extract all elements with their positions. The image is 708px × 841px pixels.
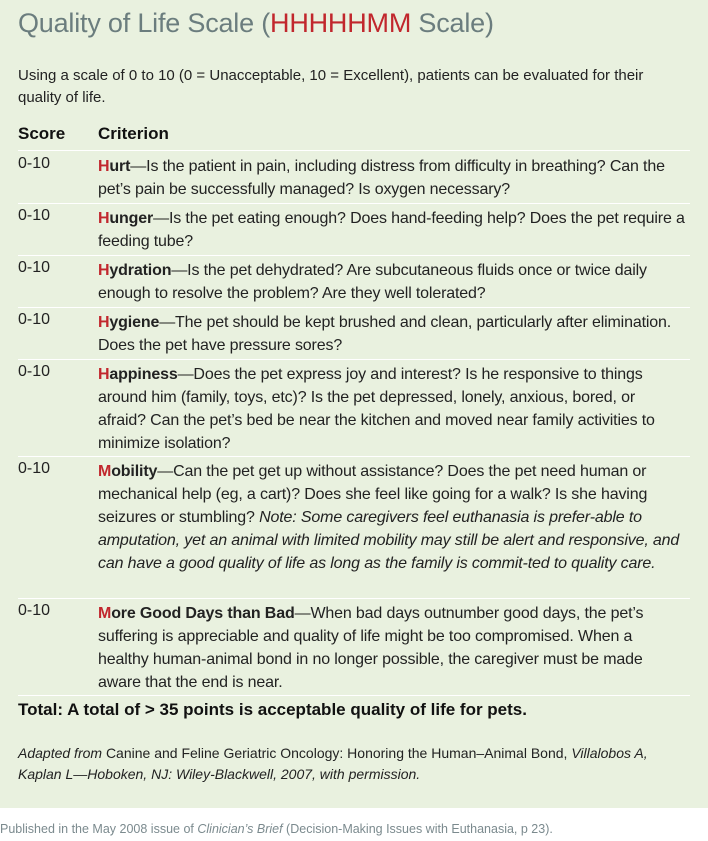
criterion-term: Hydration bbox=[98, 262, 172, 279]
table-divider bbox=[18, 695, 690, 696]
table-divider bbox=[18, 359, 690, 360]
criterion-text: Happiness—Does the pet express joy and interest? Is he responsive to things around him (family, toys, etc)? Is the pet depressed, lonely, anxious, bored, or afraid? Can the pet’s bed be near the kitchen and moved near family activities to minimize isolation? bbox=[98, 366, 655, 452]
page-title: Quality of Life Scale (HHHHHMM Scale) bbox=[18, 8, 494, 38]
criterion-note: Note: Some caregivers feel euthanasia is prefer-able to amputation, yet an animal with limited mobility may still be alert and responsive, and can have a good quality of life as long as the family is commit-ted to quality care. bbox=[98, 509, 680, 572]
score-value: 0-10 bbox=[18, 602, 51, 619]
criterion-term: Hunger bbox=[98, 210, 154, 227]
intro-text: Using a scale of 0 to 10 (0 = Unacceptable, 10 = Excellent), patients can be evaluated for their quality of life. bbox=[18, 67, 644, 106]
table-divider bbox=[18, 150, 690, 151]
source-credit: Adapted from Canine and Feline Geriatric Oncology: Honoring the Human–Animal Bond, Villalobos A, Kaplan L—Hoboken, NJ: Wiley-Blackwell, 2007, with permission. bbox=[18, 745, 648, 782]
criterion-term: Hurt bbox=[98, 158, 131, 175]
score-value: 0-10 bbox=[18, 311, 51, 328]
criterion-text: Mobility—Can the pet get up without assistance? Does the pet need human or mechanical help (eg, a cart)? Does she feel like going for a walk? Is she having seizures or stumbling? Note: Some caregivers feel euthanasia is prefer-able to amputation, yet an animal with limited mobility may still be alert and responsive, and can have a good quality of life as long as the family is commit-ted to quality care. bbox=[98, 463, 680, 572]
table-divider bbox=[18, 203, 690, 204]
table-divider bbox=[18, 598, 690, 599]
score-value: 0-10 bbox=[18, 363, 51, 380]
criterion-term: Mobility bbox=[98, 463, 158, 480]
score-value: 0-10 bbox=[18, 259, 51, 276]
criterion-text: Hurt—Is the patient in pain, including distress from difficulty in breathing? Can the pet’s pain be successfully managed? Is oxygen necessary? bbox=[98, 158, 665, 198]
criterion-term: More Good Days than Bad bbox=[98, 605, 295, 622]
journal-name: Clinician’s Brief bbox=[197, 822, 283, 836]
score-column-header: Score bbox=[18, 124, 66, 143]
table-divider bbox=[18, 456, 690, 457]
publication-note: Published in the May 2008 issue of Clinician’s Brief (Decision-Making Issues with Euthanasia, p 23). bbox=[0, 822, 553, 836]
total-line: Total: A total of > 35 points is acceptable quality of life for pets. bbox=[18, 700, 527, 719]
score-value: 0-10 bbox=[18, 207, 51, 224]
criterion-text: Hunger—Is the pet eating enough? Does hand-feeding help? Does the pet require a feeding tube? bbox=[98, 210, 685, 250]
criterion-column-header: Criterion bbox=[98, 124, 169, 143]
criterion-text: More Good Days than Bad—When bad days outnumber good days, the pet’s suffering is appreciable and quality of life might be too compromised. When a healthy human-animal bond in no longer possible, the caregiver must be made aware that the end is near. bbox=[98, 605, 644, 691]
table-divider bbox=[18, 255, 690, 256]
criterion-term: Hygiene bbox=[98, 314, 160, 331]
title-acronym: HHHHHMM bbox=[270, 8, 412, 38]
criterion-text: Hygiene—The pet should be kept brushed and clean, particularly after elimination. Does the pet have pressure sores? bbox=[98, 314, 672, 354]
score-value: 0-10 bbox=[18, 155, 51, 172]
criterion-text: Hydration—Is the pet dehydrated? Are subcutaneous fluids once or twice daily enough to resolve the problem? Are they well tolerated? bbox=[98, 262, 647, 302]
table-divider bbox=[18, 307, 690, 308]
criterion-term: Happiness bbox=[98, 366, 178, 383]
score-value: 0-10 bbox=[18, 460, 51, 477]
